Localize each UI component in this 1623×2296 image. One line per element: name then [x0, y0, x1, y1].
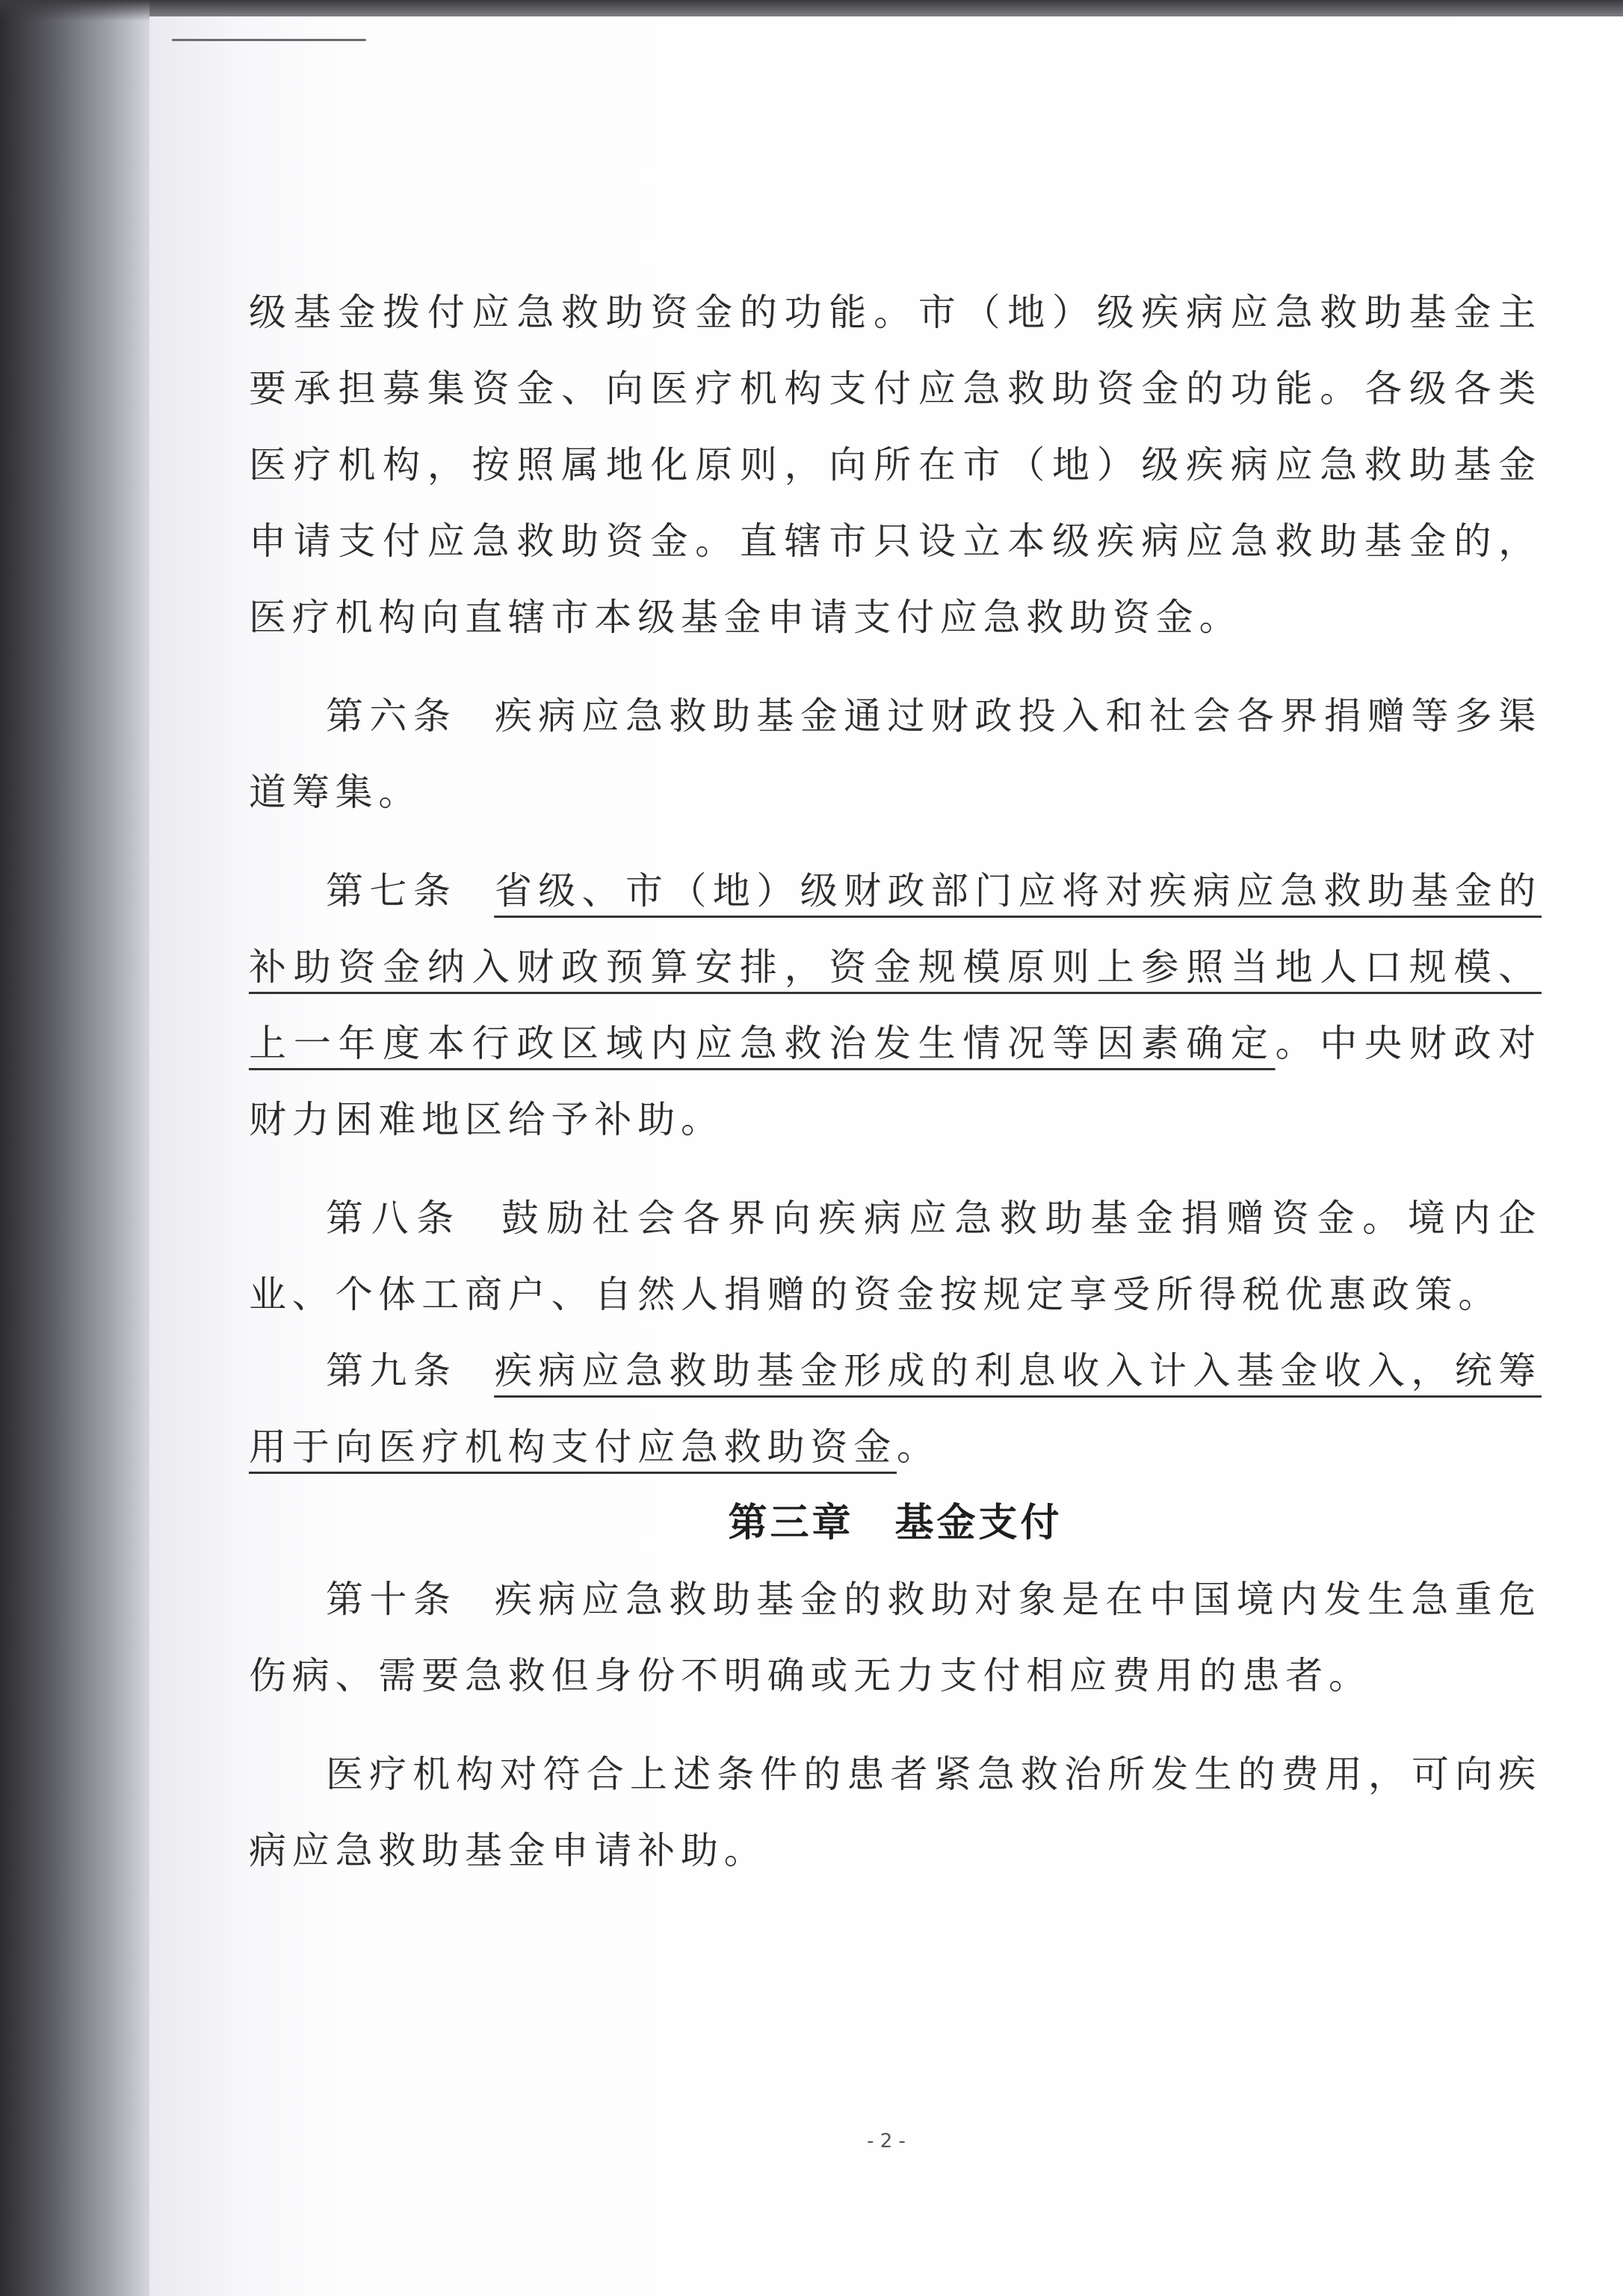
- chapter-number: 第三章: [728, 1501, 854, 1546]
- document-body: [249, 274, 1542, 1889]
- chapter-heading: [249, 1485, 1542, 1561]
- article-10-label: 第十条: [326, 1578, 457, 1621]
- article-8: [249, 1180, 1542, 1333]
- document-page: [149, 16, 1623, 2296]
- article-10: [249, 1561, 1542, 1714]
- article-6: [249, 678, 1542, 830]
- article-7-label: 第七条: [326, 869, 457, 913]
- article-8-text: 鼓励社会各界向疾病应急救助基金捐赠资金。境内企业、个体工商户、自然人捐赠的资金按规定享受所得税优惠政策。: [249, 1197, 1542, 1316]
- article-9-text: 。: [897, 1425, 940, 1469]
- article-10-paragraph-2: 医疗机构对符合上述条件的患者紧急救治所发生的费用，可向疾病应急救助基金申请补助。: [249, 1753, 1542, 1872]
- article-6-text: 疾病应急救助基金通过财政投入和社会各界捐赠等多渠道筹集。: [249, 694, 1542, 814]
- article-8-label: 第八条: [326, 1197, 462, 1240]
- page-top-mark: [172, 39, 366, 41]
- paragraph-continuation: 级基金拨付应急救助资金的功能。市（地）级疾病应急救助基金主要承担募集资金、向医疗机构支付应急救助资金的功能。各级各类医疗机构，按照属地化原则，向所在市（地）级疾病应急救助基金申请支付应急救助资金。直辖市只设立本级疾病应急救助基金的，医疗机构向直辖市本级基金申请支付应急救助资金。: [249, 291, 1542, 639]
- article-9: [249, 1333, 1542, 1485]
- article-7-text: 。中央财政对财力困难地区给予补助。: [249, 1022, 1542, 1141]
- article-9-label: 第九条: [326, 1349, 457, 1392]
- page-number: - 2 -: [867, 2130, 906, 2152]
- article-9-underlined-text: 疾病应急救助基金形成的利息收入计入基金收入，统筹用于向医疗机构支付应急救助资金: [249, 1349, 1542, 1469]
- article-10-text: 疾病应急救助基金的救助对象是在中国境内发生急重危伤病、需要急救但身份不明确或无力支付相应费用的患者。: [249, 1578, 1542, 1697]
- chapter-title: 基金支付: [894, 1501, 1063, 1546]
- scan-binding-shadow: [0, 0, 149, 2296]
- article-7-underlined-text: 省级、市（地）级财政部门应将对疾病应急救助基金的补助资金纳入财政预算安排，资金规模原则上参照当地人口规模、上一年度本行政区域内应急救治发生情况等因素确定: [249, 869, 1542, 1065]
- article-7: [249, 853, 1542, 1158]
- article-6-label: 第六条: [326, 694, 457, 738]
